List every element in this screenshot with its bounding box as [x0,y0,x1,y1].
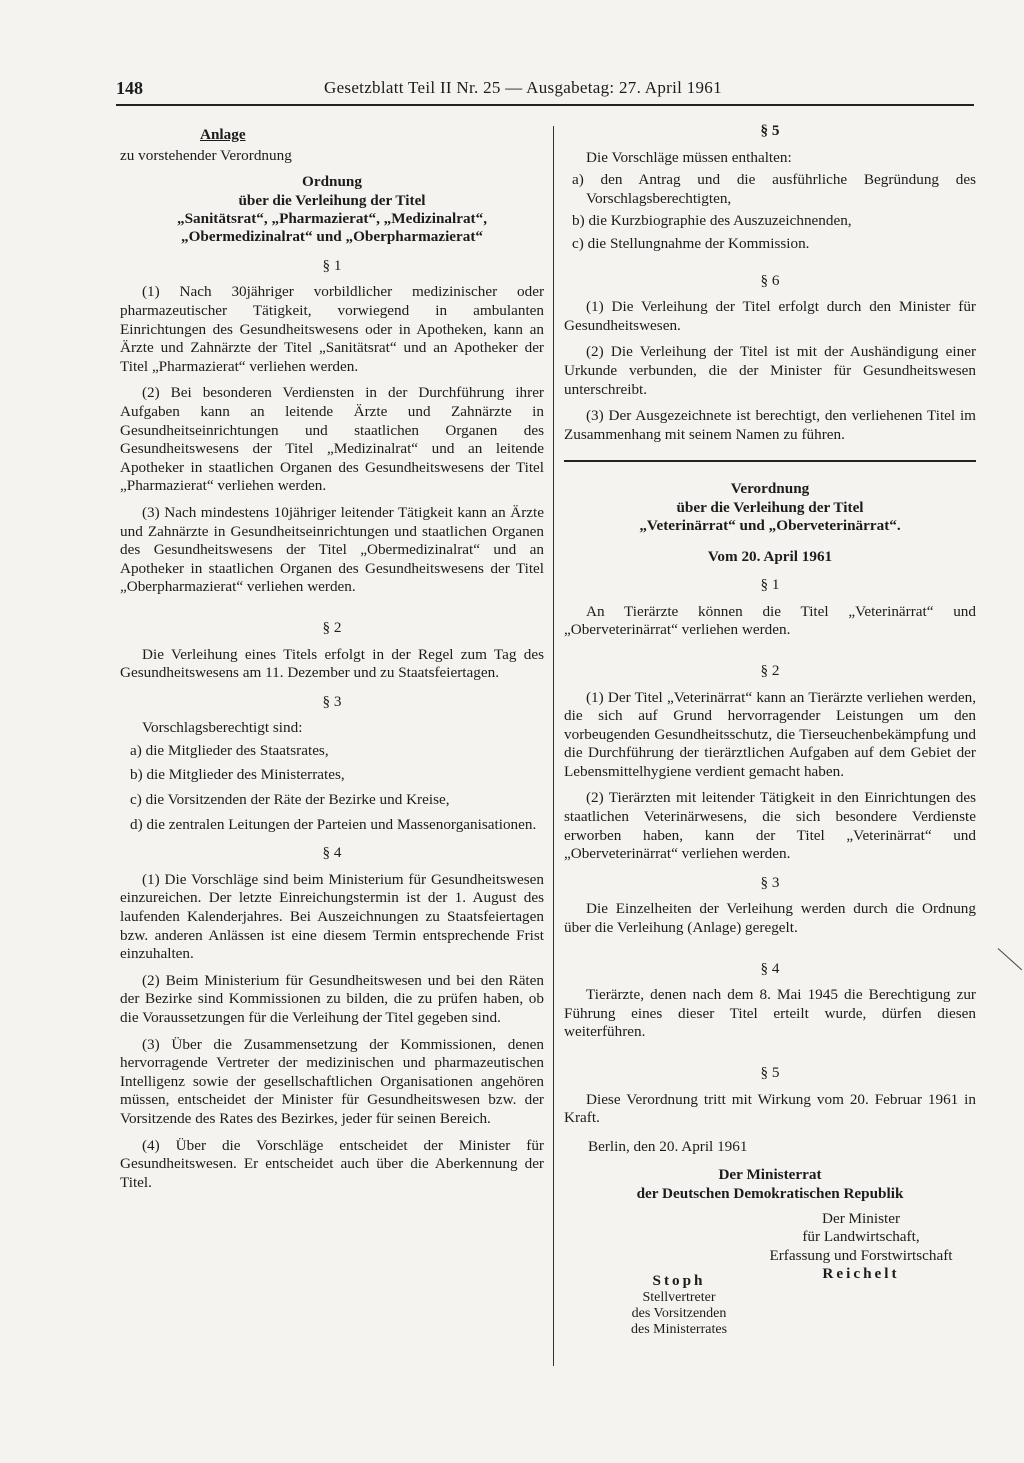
paragraph: Die Einzelheiten der Verleihung werden durch die Ordnung über die Verleihung (Anlage) geregelt. [564,900,976,937]
section-heading: § 2 [322,618,342,636]
section-heading: § 3 [760,873,780,891]
section-heading: § 4 [760,959,780,977]
section-heading: § 5 [760,1064,780,1081]
verordnung-title-line-2: über die Verleihung der Titel [676,498,864,516]
deputy-role-line-3: des Ministerrates [630,1322,728,1338]
paragraph: An Tierärzte können die Titel „Veterinärrat“ und „Oberveterinärrat“ verliehen werden. [564,602,976,639]
margin-mark [998,948,1022,970]
journal-title: Gesetzblatt Teil II Nr. 25 — Ausgabetag: 27. April 1961 [324,78,722,97]
paragraph: (1) Nach 30jähriger vorbildlicher medizinischer oder pharmazeutischer Tätigkeit, vorwiegend in ambulanten Einrichtungen des Gesundheitswesens oder in Apotheken, kann an Ärzte und Zahnärzte der Titel „Sanitätsrat“ und an Apotheker der Titel „Pharmazierat“ verliehen werden. [120,283,544,375]
section-heading: § 4 [322,844,342,862]
section-heading: § 3 [322,692,342,710]
anlage-label: Anlage [200,126,246,143]
paragraph: Diese Verordnung tritt mit Wirkung vom 20. Februar 1961 in Kraft. [564,1090,976,1127]
ordnung-title-line-1: Ordnung [302,173,362,191]
paragraph: (3) Über die Zusammensetzung der Kommissionen, denen hervorragende Vertreter der medizinischen und pharmazeutischen Intelligenz sowie der gesellschaftlichen Organisationen angehören müssen, entscheidet der Minister für Gesundheitswesen bzw. der Vorsitzende des Rates des Bezirkes, jeder für seinen Bereich. [120,1035,544,1127]
minister-role-line-3: Erfassung und Forstwirtschaft [769,1246,953,1264]
list-item: b) die Mitglieder des Ministerrates, [130,766,345,784]
minister-name: Reichelt [822,1265,900,1283]
page-header [116,78,974,106]
ordnung-title-line-2: über die Verleihung der Titel [238,191,426,209]
page-number: 148 [116,78,143,98]
list-intro: Vorschlagsberechtigt sind: [142,719,303,737]
paragraph: Tierärzte, denen nach dem 8. Mai 1945 die Berechtigung zur Führung eines dieser Titel erteilt wurde, dürfen diesen weiterführen. [564,986,976,1041]
list-item: c) die Vorsitzenden der Räte der Bezirke und Kreise, [130,791,450,809]
paragraph: (1) Die Vorschläge sind beim Ministerium für Gesundheitswesen einzureichen. Der letzte Einreichungstermin ist der 1. August des laufenden Kalenderjahres. Bei Auszeichnungen zu Staatsfeiertagen bzw. anderen Anlässen ist eine diesem Termin entsprechende Frist einzuhalten. [120,870,544,963]
right-column [564,118,976,1380]
verordnung-title-line-1: Verordnung [730,480,810,498]
paragraph: (2) Tierärzten mit leitender Tätigkeit in den Einrichtungen des staatlichen Veterinärwesens, die sich besondere Verdienste erworben haben, kann der Titel „Veterinärrat“ und „Oberveterinärrat“ verliehen werden. [564,789,976,863]
paragraph: Die Verleihung eines Titels erfolgt in der Regel zum Tag des Gesundheitswesens am 11. Dezember und zu Staatsfeiertagen. [120,645,544,682]
deputy-signature [604,1272,754,1339]
verordnung-date: Vom 20. April 1961 [707,547,833,565]
list-intro: Die Vorschläge müssen enthalten: [586,148,792,166]
signatory-organization-line-2: der Deutschen Demokratischen Republik [636,1184,904,1202]
paragraph: (2) Bei besonderen Verdiensten in der Durchführung ihrer Aufgaben kann an leitende Ärzte und Zahnärzte in Gesundheitseinrichtungen und staatlichen Organen des Gesundheitswesens der Titel „Medizinalrat“ und an leitende Apotheker in staatlichen Organen des Gesundheitswesens der Titel „Pharmazierat“ verliehen werden. [120,384,544,495]
deputy-name: Stoph [652,1271,706,1289]
minister-signature [746,1210,976,1284]
ordnung-title-line-4: „Obermedizinalrat“ und „Oberpharmazierat“ [180,228,484,246]
column-divider [553,126,554,1366]
paragraph: (1) Der Titel „Veterinärrat“ kann an Tierärzte verliehen werden, die sich auf Grund hervorragender Leistungen um den vorbeugenden Gesundheitsschutz, die Tierseuchenbekämpfung und die Durchführung der tierärztlichen Aufgaben auf dem Gebiet der Lebensmittelhygiene verdient gemacht haben. [564,688,976,780]
deputy-role-line-1: Stellvertreter [642,1290,716,1306]
section-divider [564,460,976,462]
paragraph: (3) Nach mindestens 10jähriger leitender Tätigkeit kann an Ärzte und Zahnärzte in Gesundheitseinrichtungen und staatlichen Organen des Gesundheitswesens der Titel „Obermedizinalrat“ und an Apotheker in staatlichen Organen des Gesundheitswesens der Titel „Oberpharmazierat“ verliehen werden. [120,503,544,596]
verordnung-title-line-3: „Veterinärrat“ und „Oberveterinärrat“. [639,517,901,535]
signatory-organization-line-1: Der Ministerrat [718,1166,822,1184]
paragraph: (3) Der Ausgezeichnete ist berechtigt, den verliehenen Titel im Zusammenhang mit seinem Namen zu führen. [564,407,976,443]
section-heading: § 1 [760,576,780,594]
section-heading: § 5 [760,122,780,139]
list-item: b) die Kurzbiographie des Auszuzeichnenden, [572,212,852,230]
paragraph: (1) Die Verleihung der Titel erfolgt durch den Minister für Gesundheitswesen. [564,298,976,334]
ordnung-title-line-3: „Sanitätsrat“, „Pharmazierat“, „Medizinalrat“, [176,210,488,227]
paragraph: (2) Die Verleihung der Titel ist mit der Aushändigung einer Urkunde verbunden, die der Minister für Gesundheitswesen unterschreibt. [564,343,976,398]
list-item: a) die Mitglieder des Staatsrates, [130,741,329,759]
minister-role-line-2: für Landwirtschaft, [802,1228,920,1246]
deputy-role-line-2: des Vorsitzenden [631,1306,727,1322]
paragraph: (4) Über die Vorschläge entscheidet der Minister für Gesundheitswesen. Er entscheidet auch über die Aberkennung der Titel. [120,1136,544,1191]
list-item: a) den Antrag und die ausführliche Begründung des Vorschlagsberechtigten, [572,171,976,207]
section-heading: § 1 [322,256,342,274]
place-date: Berlin, den 20. April 1961 [588,1137,748,1155]
paragraph: (2) Beim Ministerium für Gesundheitswesen und bei den Räten der Bezirke sind Kommissionen zu bilden, die zu prüfen haben, ob die Voraussetzungen für die Verleihung der Titel gegeben sind. [120,971,544,1026]
list-item: c) die Stellungnahme der Kommission. [572,234,810,252]
anlage-subtitle: zu vorstehender Verordnung [120,146,292,164]
list-item: d) die zentralen Leitungen der Parteien und Massenorganisationen. [130,815,537,833]
section-heading: § 6 [760,271,780,289]
left-column [120,118,544,1200]
section-heading: § 2 [760,661,780,679]
minister-role-line-1: Der Minister [821,1209,901,1227]
signature-block [564,1210,976,1380]
